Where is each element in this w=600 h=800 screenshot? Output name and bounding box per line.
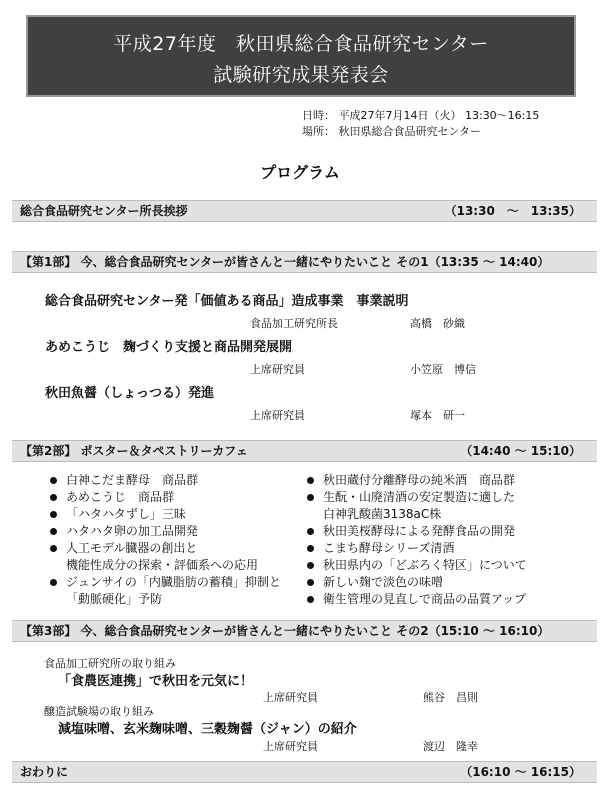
program-heading: プログラム (260, 163, 340, 182)
list-item: こまち酵母シリーズ清酒 (305, 540, 527, 557)
part2-bar (12, 440, 597, 462)
part3-section-1-title: 「食農医連携」で秋田を元気に！ (58, 674, 254, 689)
list-item: 秋田蔵付分離酵母の純米酒 商品群 (305, 472, 527, 489)
greeting-bar (12, 200, 597, 222)
list-item: 秋田県内の「どぶろく特区」について (305, 557, 527, 574)
part1-bar (12, 251, 597, 273)
list-item: ハタハタ卵の加工品開発 (48, 523, 281, 540)
part3-section-2-org: 醸造試験場の取り組み (44, 705, 154, 718)
list-item: 「ハタハタずし」三昧 (48, 506, 281, 523)
bullet-icon (50, 528, 57, 535)
part1-talk-1-role: 食品加工研究所長 (250, 317, 338, 330)
part3-section-2-title: 減塩味噌、玄米麹味噌、三穀麹醤（ジャン）の紹介 (58, 722, 357, 737)
event-place: 場所： 秋田県総合食品研究センター (302, 125, 482, 138)
event-title-line1: 平成27年度 秋田県総合食品研究センター (113, 33, 489, 55)
part2-label: 【第2部】 ポスター＆タペストリーカフェ (20, 444, 248, 458)
part1-label: 【第1部】 今、総合食品研究センターが皆さんと一緒にやりたいこと その1（13:35 ～ 14:40） (20, 255, 550, 269)
bullet-icon (307, 528, 314, 535)
event-meta (302, 108, 539, 140)
part1-talk-3-speaker: 塚本 研一 (410, 409, 465, 422)
bullet-icon (307, 596, 314, 603)
list-item: 衛生管理の見直しで商品の品質アップ (305, 591, 527, 608)
bullet-icon (50, 477, 57, 484)
bullet-icon (307, 545, 314, 552)
closing-label: おわりに (20, 765, 69, 779)
bullet-icon (50, 511, 57, 518)
list-item: 新しい麹で淡色の味噌 (305, 574, 527, 591)
part1-talk-1-speaker: 高橋 砂織 (410, 317, 465, 330)
greeting-label: 総合食品研究センター所長挨拶 (20, 204, 188, 218)
event-date: 日時： 平成27年7月14日（火） 13:30〜16:15 (302, 109, 540, 122)
closing-time: （16:10 ～ 16:15） (460, 765, 581, 779)
list-item: あめこうじ 商品群 (48, 489, 281, 506)
bullet-icon (307, 579, 314, 586)
part3-section-1-speaker: 熊谷 昌則 (423, 691, 478, 704)
bullet-icon (50, 494, 57, 501)
part1-talk-3-title: 秋田魚醤（しょっつる）発進 (45, 386, 215, 401)
part3-section-2-speaker: 渡辺 隆幸 (423, 740, 478, 753)
part3-bar (12, 620, 597, 642)
list-item: 秋田美桜酵母による発酵食品の開発 (305, 523, 527, 540)
poster-list-left (48, 472, 281, 608)
bullet-icon (50, 579, 57, 586)
bullet-icon (307, 477, 314, 484)
part3-section-2-role: 上席研究員 (263, 740, 318, 753)
part3-section-1-role: 上席研究員 (263, 691, 318, 704)
event-title-banner (26, 15, 576, 97)
list-item: 白神こだま酵母 商品群 (48, 472, 281, 489)
part1-talk-2-speaker: 小笠原 博信 (410, 363, 476, 376)
greeting-time: （13:30 ～ 13:35） (444, 204, 581, 218)
list-item: 生酛・山廃清酒の安定製造に適した 白神乳酸菌3138aC株 (305, 489, 527, 523)
part1-talk-2-title: あめこうじ 麹づくり支援と商品開発展開 (45, 340, 293, 355)
part2-time: （14:40 ～ 15:10） (460, 444, 581, 458)
event-title-line2: 試験研究成果発表会 (213, 64, 389, 86)
part1-talk-2-role: 上席研究員 (250, 363, 305, 376)
bullet-icon (307, 562, 314, 569)
closing-bar (12, 761, 597, 783)
part3-section-1-org: 食品加工研究所の取り組み (44, 657, 176, 670)
list-item: ジュンサイの「内臓脂肪の蓄積」抑制と 「動脈硬化」予防 (48, 574, 281, 608)
part1-talk-3-role: 上席研究員 (250, 409, 305, 422)
poster-list-right (305, 472, 527, 608)
part1-talk-1-title: 総合食品研究センター発「価値ある商品」造成事業 事業説明 (45, 294, 409, 309)
bullet-icon (50, 545, 57, 552)
bullet-icon (307, 494, 314, 501)
part3-label: 【第3部】 今、総合食品研究センターが皆さんと一緒にやりたいこと その2（15:10 ～ 16:10） (20, 624, 550, 638)
list-item: 人工モデル臓器の創出と 機能性成分の探索・評価系への応用 (48, 540, 281, 574)
